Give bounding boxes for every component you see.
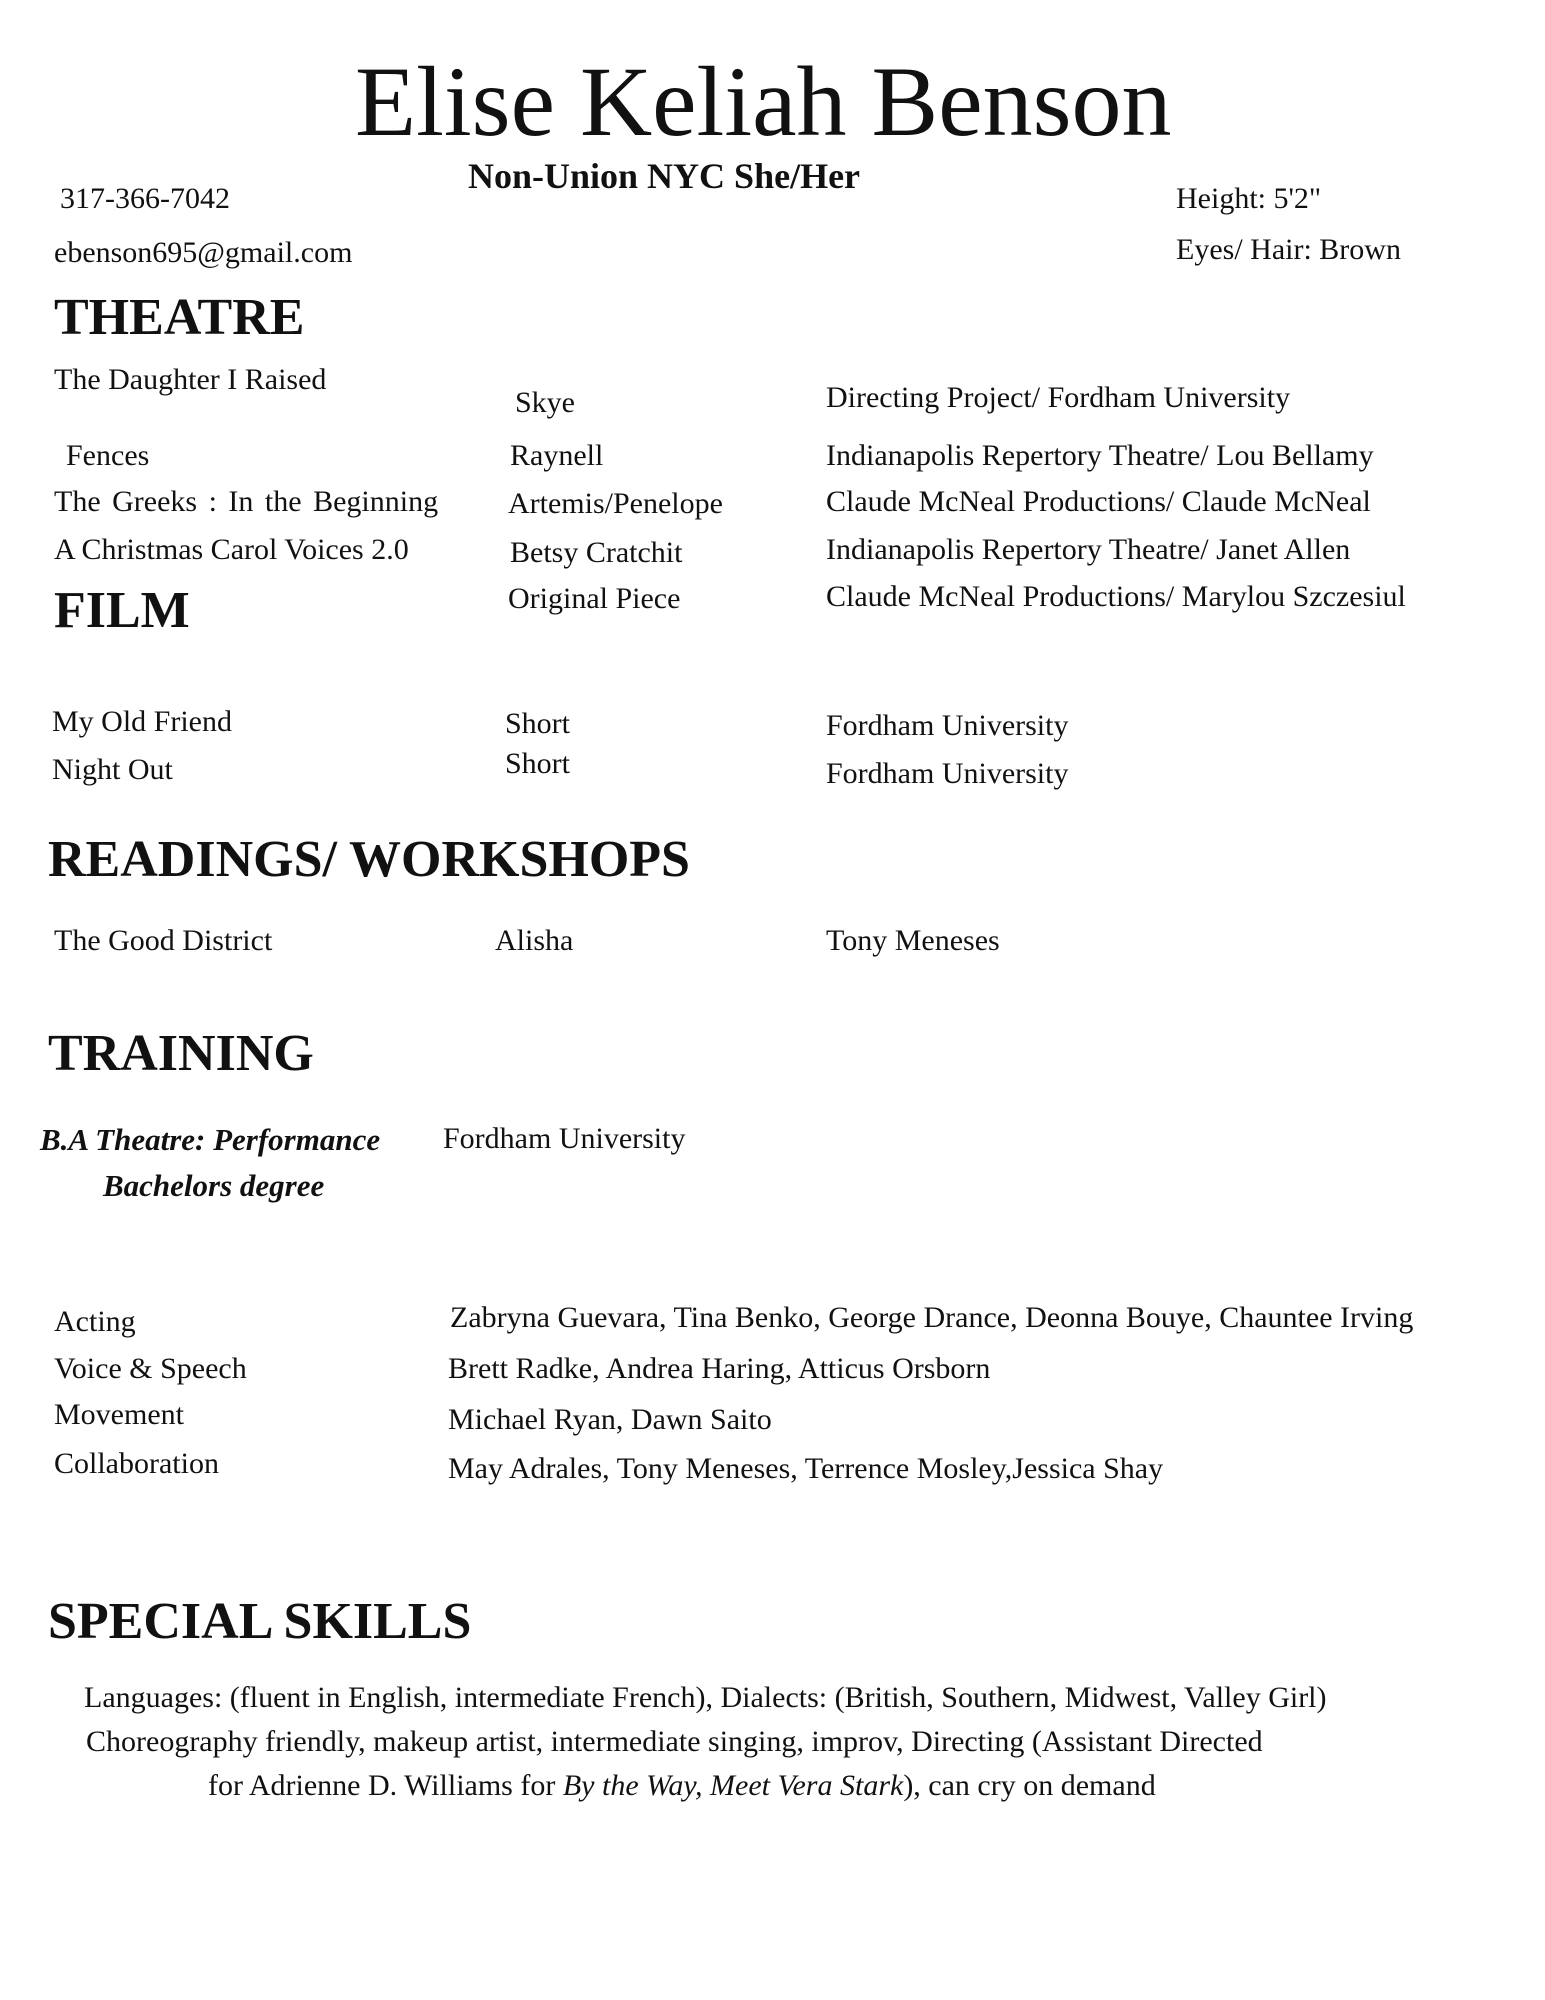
training-school: Fordham University bbox=[443, 1122, 686, 1155]
theatre-title: The Greeks : In the Beginning bbox=[54, 485, 439, 518]
reading-title: The Good District bbox=[54, 924, 273, 957]
union-status-pronouns: Non-Union NYC She/Her bbox=[468, 156, 861, 196]
film-title: Night Out bbox=[52, 753, 173, 786]
skills-line-text: for Adrienne D. Williams for bbox=[208, 1769, 563, 1802]
email-address: ebenson695@gmail.com bbox=[54, 236, 353, 269]
theatre-company: Claude McNeal Productions/ Marylou Szczesiul bbox=[826, 580, 1406, 613]
reading-role: Alisha bbox=[495, 924, 574, 957]
skills-line: Languages: (fluent in English, intermediate French), Dialects: (British, Southern, Midwest, Valley Girl) bbox=[84, 1681, 1327, 1714]
theatre-role: Original Piece bbox=[508, 582, 681, 615]
reading-director: Tony Meneses bbox=[826, 924, 1000, 957]
film-company: Fordham University bbox=[826, 709, 1069, 742]
training-area: Collaboration bbox=[54, 1447, 219, 1480]
theatre-role: Skye bbox=[515, 386, 575, 419]
special-skills-heading: SPECIAL SKILLS bbox=[48, 1593, 472, 1650]
film-title: My Old Friend bbox=[52, 705, 232, 738]
phone-number: 317-366-7042 bbox=[60, 182, 230, 215]
theatre-title: The Daughter I Raised bbox=[54, 363, 327, 396]
eyes-hair-stat: Eyes/ Hair: Brown bbox=[1176, 233, 1401, 266]
theatre-company: Directing Project/ Fordham University bbox=[826, 381, 1291, 414]
skills-line-text: ), can cry on demand bbox=[903, 1769, 1156, 1802]
skills-line: Choreography friendly, makeup artist, intermediate singing, improv, Directing (Assistant Directed bbox=[86, 1725, 1263, 1758]
training-teachers: May Adrales, Tony Meneses, Terrence Mosley,Jessica Shay bbox=[448, 1452, 1164, 1485]
theatre-heading: THEATRE bbox=[54, 289, 305, 346]
training-area: Movement bbox=[54, 1398, 184, 1431]
theatre-title: Fences bbox=[66, 439, 150, 472]
skills-line bbox=[208, 1771, 1156, 1801]
theatre-role: Raynell bbox=[510, 439, 604, 472]
theatre-role: Betsy Cratchit bbox=[510, 536, 683, 569]
theatre-company: Indianapolis Repertory Theatre/ Janet Allen bbox=[826, 533, 1351, 566]
training-area: Acting bbox=[54, 1305, 136, 1338]
theatre-title: A Christmas Carol Voices 2.0 bbox=[54, 533, 409, 566]
theatre-company: Indianapolis Repertory Theatre/ Lou Bellamy bbox=[826, 439, 1374, 472]
film-heading: FILM bbox=[54, 582, 190, 639]
training-area: Voice & Speech bbox=[54, 1352, 247, 1385]
film-role: Short bbox=[505, 707, 571, 740]
resume-name: Elise Keliah Benson bbox=[355, 46, 1172, 157]
film-role: Short bbox=[505, 747, 571, 780]
degree-type: Bachelors degree bbox=[103, 1168, 325, 1203]
degree-title: B.A Theatre: Performance bbox=[40, 1122, 381, 1157]
height-stat: Height: 5'2" bbox=[1176, 182, 1322, 215]
training-heading: TRAINING bbox=[48, 1025, 314, 1082]
film-company: Fordham University bbox=[826, 757, 1069, 790]
play-title: By the Way, Meet Vera Stark bbox=[562, 1769, 904, 1802]
training-teachers: Zabryna Guevara, Tina Benko, George Drance, Deonna Bouye, Chauntee Irving bbox=[450, 1301, 1414, 1334]
readings-heading: READINGS/ WORKSHOPS bbox=[48, 831, 690, 888]
training-teachers: Michael Ryan, Dawn Saito bbox=[448, 1403, 772, 1436]
theatre-company: Claude McNeal Productions/ Claude McNeal bbox=[826, 485, 1371, 518]
training-teachers: Brett Radke, Andrea Haring, Atticus Orsborn bbox=[448, 1352, 991, 1385]
theatre-role: Artemis/Penelope bbox=[508, 487, 723, 520]
